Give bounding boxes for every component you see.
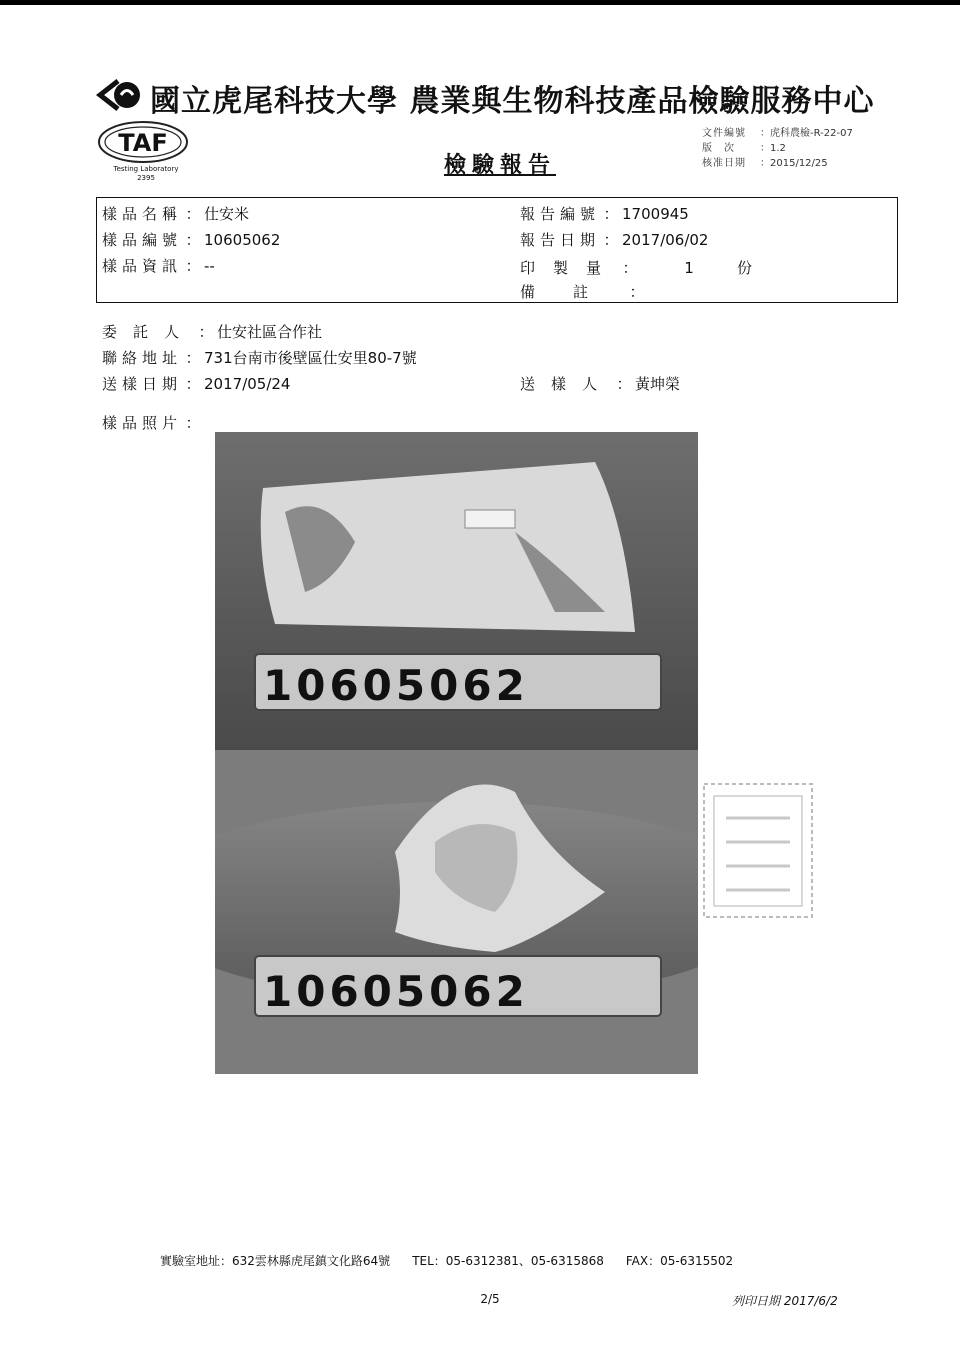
print-date: 列印日期 2017/6/2 (732, 1294, 838, 1308)
bag-label (465, 510, 515, 528)
university-logo-icon (96, 78, 144, 112)
footer-fax: FAX：05-6315502 (625, 1254, 734, 1268)
page-number: 2/5 (480, 1292, 500, 1306)
doc-meta-row: 核准日期 ： 2015/12/25 (702, 158, 828, 169)
photo-label: 樣品照片 (102, 414, 183, 432)
sample-photo (215, 432, 698, 1074)
report-no-value: 1700945 (622, 205, 689, 223)
report-no-label: 報告編號 (520, 205, 601, 223)
sender-label: 送樣人 (520, 375, 614, 393)
top-border (0, 0, 960, 5)
taf-subtitle (100, 165, 192, 183)
doc-meta-row: 版 次 ： 1.2 (702, 143, 786, 154)
taf-subtitle-text: Testing Laboratory (113, 165, 179, 173)
sample-name-field: 樣品名稱 ： 仕安米 (102, 205, 250, 223)
seal-stamp-icon (698, 778, 818, 923)
address-value: 731台南市後壁區仕安里80-7號 (204, 349, 417, 367)
doc-meta-row: 文件編號 ： 虎科農檢-R-22-07 (702, 128, 853, 139)
doc-meta-value: 虎科農檢-R-22-07 (770, 128, 853, 139)
sample-no-label: 樣品編號 (102, 231, 183, 249)
report-date-label: 報告日期 (520, 231, 601, 249)
print-qty-value: 1 (684, 259, 694, 277)
report-date-value: 2017/06/02 (622, 231, 709, 249)
client-value: 仕安社區合作社 (217, 323, 323, 341)
sample-number-sign-2-text: 10605062 (263, 967, 529, 1016)
address-field: 聯絡地址 ： 731台南市後壁區仕安里80-7號 (102, 349, 417, 367)
print-qty-label: 印製量 (520, 259, 620, 277)
client-field: 委託人 ： 仕安社區合作社 (102, 323, 323, 341)
taf-logo-text: TAF (118, 129, 168, 157)
photo-field: 樣品照片 ： (102, 414, 201, 432)
footer-address: 實驗室地址：632雲林縣虎尾鎮文化路64號 (160, 1254, 391, 1268)
footer-contact (160, 1252, 860, 1269)
report-date-field: 報告日期 ： 2017/06/02 (520, 231, 709, 249)
sample-info-label: 樣品資訊 (102, 257, 183, 275)
print-qty-field: 印製量 ： 1 份 (520, 259, 753, 277)
send-date-value: 2017/05/24 (204, 375, 291, 393)
sample-no-value: 10605062 (204, 231, 281, 249)
send-date-label: 送樣日期 (102, 375, 183, 393)
report-title: 檢驗報告 (443, 153, 556, 178)
organization-title: 國立虎尾科技大學 農業與生物科技產品檢驗服務中心 (150, 84, 875, 119)
doc-meta-value: 2015/12/25 (770, 158, 828, 169)
sender-value: 黃坤榮 (635, 375, 681, 393)
doc-meta-key: 版 次 (702, 143, 735, 154)
sample-info-field: 樣品資訊 ： -- (102, 257, 215, 275)
address-label: 聯絡地址 (102, 349, 183, 367)
doc-meta-key: 文件編號 (702, 128, 746, 139)
footer-tel: TEL：05-6312381、05-6315868 (412, 1254, 604, 1268)
remarks-field: 備註 ： (520, 283, 645, 301)
sender-field: 送樣人 ： 黃坤榮 (520, 375, 681, 393)
doc-meta-key: 核准日期 (702, 158, 746, 169)
report-no-field: 報告編號 ： 1700945 (520, 205, 689, 223)
sample-info-value: -- (204, 257, 215, 275)
sample-name-label: 樣品名稱 (102, 205, 183, 223)
send-date-field: 送樣日期 ： 2017/05/24 (102, 375, 291, 393)
client-label: 委託人 (102, 323, 196, 341)
remarks-label: 備註 (520, 283, 627, 301)
document-meta (702, 126, 853, 171)
doc-meta-value: 1.2 (770, 143, 786, 154)
sample-name-value: 仕安米 (204, 205, 250, 223)
sample-no-field: 樣品編號 ： 10605062 (102, 231, 281, 249)
taf-number: 2395 (137, 174, 155, 182)
print-qty-unit: 份 (737, 259, 753, 277)
sample-number-sign-1-text: 10605062 (263, 661, 529, 710)
